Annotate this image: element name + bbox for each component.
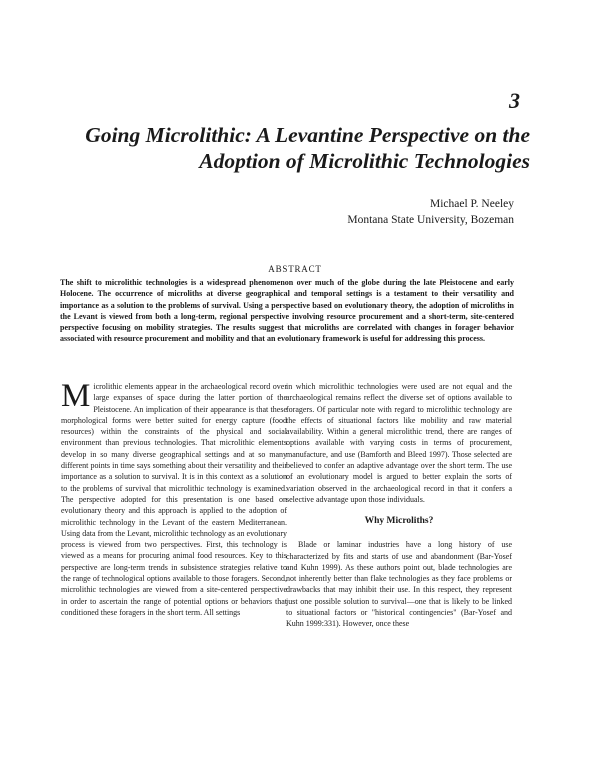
author-affiliation: Montana State University, Bozeman bbox=[347, 214, 514, 226]
abstract-heading: ABSTRACT bbox=[268, 264, 322, 274]
author-name: Michael P. Neeley bbox=[430, 198, 514, 210]
section-paragraph: Blade or laminar industries have a long history of use characterized by fits and starts of use and abandonment (Bar-Yosef and Kuhn 1999). As these authors point out, blade technologies are not inherently better than flake technologies as they face problems or drawbacks that may inhibit their use. In this respect, they represent just one possible solution to survival—one that is likely to be linked to situational factors or "historical contingencies" (Bar-Yosef and Kuhn 1999:331). However, once these bbox=[286, 540, 512, 629]
chapter-number: 3 bbox=[509, 88, 520, 113]
author-block bbox=[300, 196, 514, 228]
intro-paragraph bbox=[61, 378, 287, 618]
continuation-paragraph: in which microlithic technologies were used are not equal and the archaeological remains reflect the diverse set of options available to foragers. Of particular note with regard to microlithic technology are the effects of situational factors like mobility and raw material availability. Within a general microlithic trend, there are ranges of options available with varying costs in terms of procurement, manufacture, and use (Bamforth and Bleed 1997). Those selected are believed to confer an adaptive advantage over the short term. The use of an evolutionary model is argued to better explain the sorts of variation observed in the archaeological record in that it confers a selective advantage upon those individuals. bbox=[286, 382, 512, 504]
drop-cap: M bbox=[61, 378, 91, 414]
body-left-column bbox=[61, 378, 287, 618]
body-right-column bbox=[286, 381, 512, 630]
chapter-title: Going Microlithic: A Levantine Perspective on the Adoption of Microlithic Technologies bbox=[85, 123, 530, 173]
abstract-body: The shift to microlithic technologies is a widespread phenomenon over much of the globe during the late Pleistocene and early Holocene. The occurrence of microliths at diverse geographical and temporal settings is a testament to their versatility and importance as a solution to the problems of survival. Using a perspective based on evolutionary theory, the adoption of microliths in the Levant is viewed from both a long-term, regional perspective involving resource procurement and a short-term, site-centered perspective focusing on mobility strategies. The results suggest that microliths are correlated with changes in forager behavior associated with resource procurement and mobility and that an evolutionary framework is useful for addressing this process. bbox=[60, 278, 514, 344]
section-heading: Why Microliths? bbox=[364, 516, 434, 527]
intro-paragraph-text: icrolithic elements appear in the archaeological record over large expanses of space during the latter portion of the Pleistocene. An implication of their appearance is that these morphological forms were better suited for energy capture (food resources) within the constraints of the physical and social environment than previous technologies. That microlithic elements develop in so many diverse geographical settings and at so many different points in time says something about their versatility and their importance as a solution to survival. It is in this context as a solution to the problems of survival that microlithic technology is examined. The perspective adopted for this presentation is one based on evolutionary theory and this approach is applied to the adoption of microlithic technology in the Levant of the eastern Mediterranean. Using data from the Levant, microlithic technology as an evolutionary process is viewed from two perspectives. First, this technology is viewed as a means for procuring animal food resources. Key to this perspective are long-term trends in subsistence strategies relative to the range of technological options available to those foragers. Second, microlithic technologies are viewed from a site-centered perspective in order to ascertain the range of potential options or behaviors that conditioned these foragers in the short term. All settings bbox=[61, 382, 287, 617]
